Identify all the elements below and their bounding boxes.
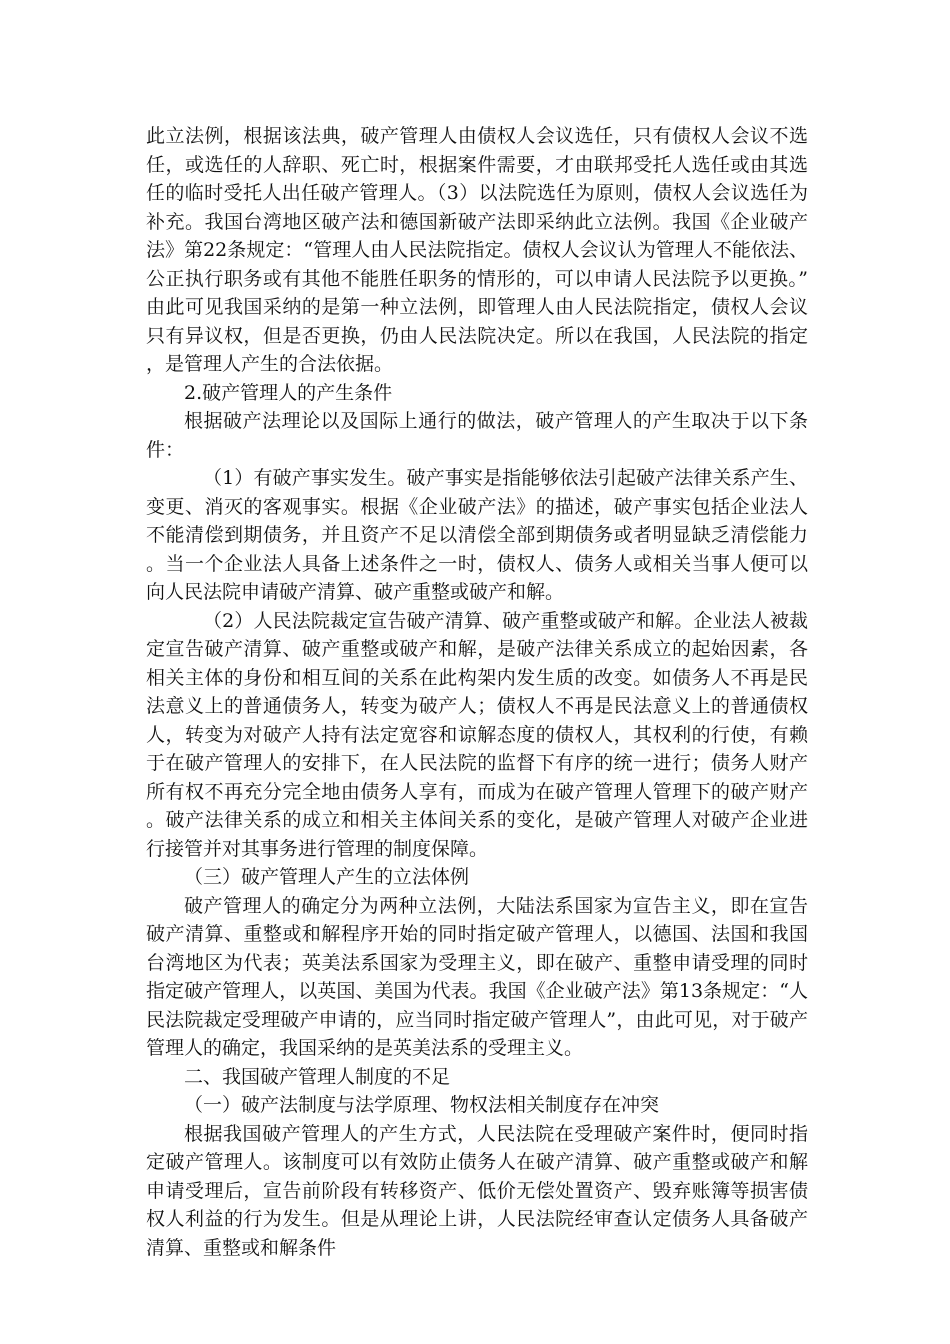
heading-manager-conditions: 2.破产管理人的产生条件 bbox=[184, 381, 393, 404]
paragraph-condition-2: （2）人民法院裁定宣告破产清算、破产重整或破产和解。企业法人被裁定宣告破产清算、破产重整或破产和解，是破产法律关系成立的起始因素，各相关主体的身份和相互间的关系在此构架内发生质的改变。如债务人不再是民法意义上的普通债务人，转变为破产人；债权人不再是民法意义上的普通债权人，转变为对破产人持有法定宽容和谅解态度的债权人，其权利的行使，有赖于在破产管理人的安排下，在人民法院的监督下有序的统一进行；债务人财产所有权不再充分完全地由债务人享有，而成为在破产管理人管理下的破产财产。破产法律关系的成立和相关主体间关系的变化，是破产管理人对破产企业进行接管并对其事务进行管理的制度保障。 bbox=[146, 609, 808, 860]
heading-section-two: 二、我国破产管理人制度的不足 bbox=[184, 1065, 451, 1088]
paragraph-conditions-intro: 根据破产法理论以及国际上通行的做法，破产管理人的产生取决于以下条件： bbox=[146, 410, 808, 461]
paragraph-conflict: 根据我国破产管理人的产生方式，人民法院在受理破产案件时，便同时指定破产管理人。该制度可以有效防止债务人在破产清算、破产重整或破产和解申请受理后，宣告前阶段有转移资产、低价无偿处置资产、毁弃账簿等损害债权人利益的行为发生。但是从理论上讲，人民法院经审查认定债务人具备破产清算、重整或和解条件 bbox=[146, 1122, 808, 1259]
paragraph-legislative-system: 破产管理人的确定分为两种立法例，大陆法系国家为宣告主义，即在宣告破产清算、重整或和解程序开始的同时指定破产管理人，以德国、法国和我国台湾地区为代表；英美法系国家为受理主义，即在破产、重整申请受理的同时指定破产管理人，以英国、美国为代表。我国《企业破产法》第13条规定：“人民法院裁定受理破产申请的，应当同时指定破产管理人”，由此可见，对于破产管理人的确定，我国采纳的是英美法系的受理主义。 bbox=[146, 894, 808, 1059]
document-page bbox=[146, 122, 808, 1262]
heading-legislative-system: （三）破产管理人产生的立法体例 bbox=[184, 866, 470, 888]
paragraph-condition-1: （1）有破产事实发生。破产事实是指能够依法引起破产法律关系产生、变更、消灭的客观事实。根据《企业破产法》的描述，破产事实包括企业法人不能清偿到期债务，并且资产不足以清偿全部到期债务或者明显缺乏清偿能力。当一个企业法人具备上述条件之一时，债权人、债务人或相关当事人便可以向人民法院申请破产清算、破产重整或破产和解。 bbox=[146, 467, 808, 603]
heading-conflict: （一）破产法制度与法学原理、物权法相关制度存在冲突 bbox=[184, 1094, 660, 1116]
paragraph-legislative-example-continued: 此立法例，根据该法典，破产管理人由债权人会议选任，只有债权人会议不选任，或选任的人辞职、死亡时，根据案件需要，才由联邦受托人选任或由其选任的临时受托人出任破产管理人。（3）以法院选任为原则，债权人会议选任为补充。我国台湾地区破产法和德国新破产法即采纳此立法例。我国《企业破产法》第22条规定：“管理人由人民法院指定。债权人会议认为管理人不能依法、公正执行职务或有其他不能胜任职务的情形的，可以申请人民法院予以更换。”由此可见我国采纳的是第一种立法例，即管理人由人民法院指定，债权人会议只有异议权，但是否更换，仍由人民法院决定。所以在我国，人民法院的指定，是管理人产生的合法依据。 bbox=[146, 125, 808, 375]
